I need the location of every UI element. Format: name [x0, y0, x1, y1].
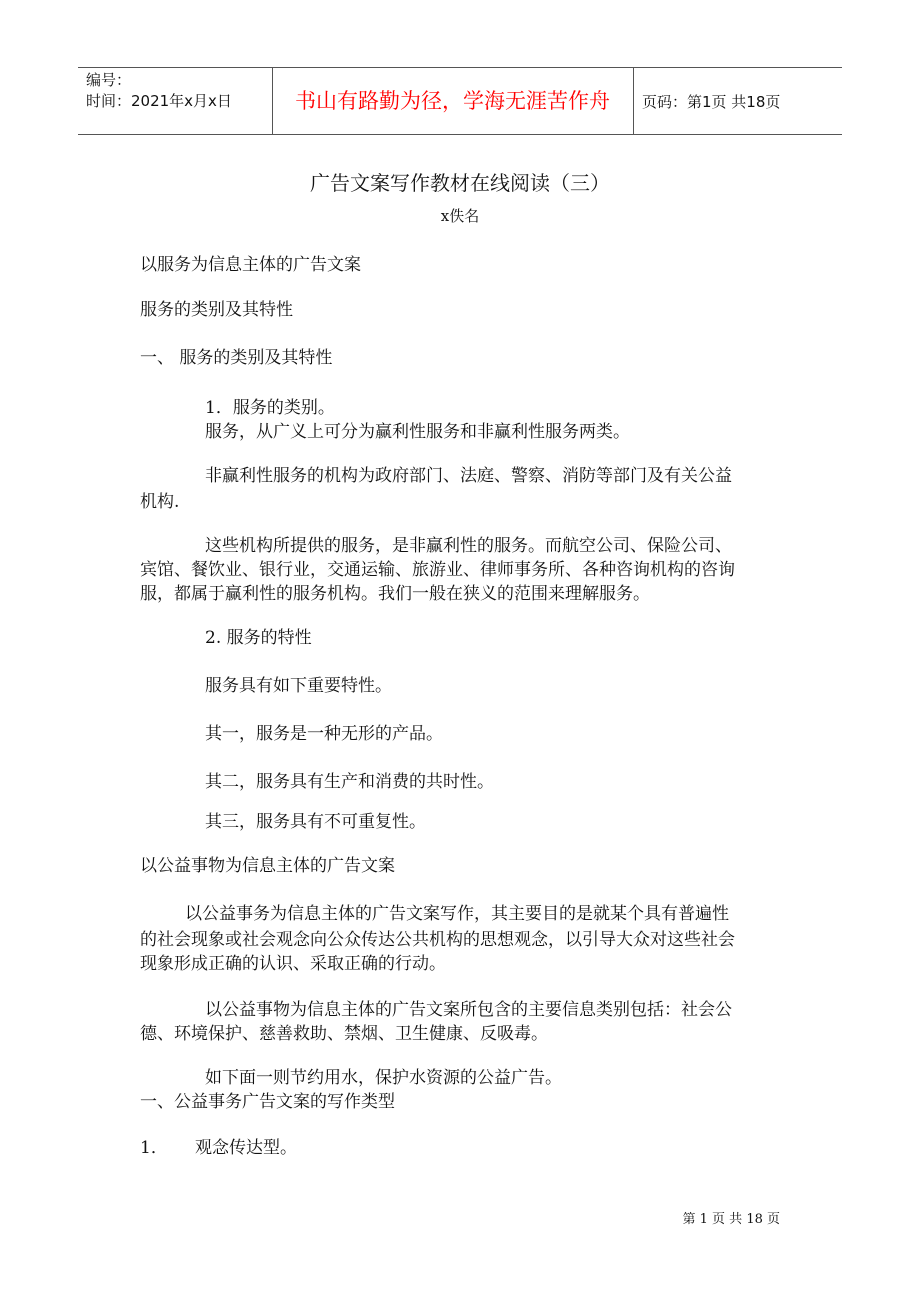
paragraph-line: 其二，服务具有生产和消费的共时性。	[205, 772, 494, 792]
list-item: 观念传达型。	[195, 1138, 297, 1158]
heading: 以服务为信息主体的广告文案	[140, 255, 361, 275]
paragraph-line: 服务具有如下重要特性。	[205, 676, 392, 696]
page-info: 页码：第1页 共18页	[642, 93, 781, 111]
document-title: 广告文案写作教材在线阅读（三）	[310, 171, 610, 195]
paragraph-line: 机构.	[140, 492, 180, 512]
paragraph-line: 如下面一则节约用水，保护水资源的公益广告。	[205, 1068, 562, 1088]
paragraph-line: 德、环境保护、慈善救助、禁烟、卫生健康、反吸毒。	[140, 1024, 548, 1044]
heading: 一、公益事务广告文案的写作类型	[140, 1092, 395, 1112]
motto: 书山有路勤为径，学海无涯苦作舟	[295, 89, 610, 113]
paragraph-line: 其一，服务是一种无形的产品。	[205, 724, 443, 744]
paragraph-line: 的社会现象或社会观念向公众传达公共机构的思想观念，以引导大众对这些社会	[140, 930, 735, 950]
paragraph-line: 服务，从广义上可分为赢利性服务和非赢利性服务两类。	[205, 422, 630, 442]
header-divider	[633, 67, 634, 134]
header-top-rule	[78, 67, 842, 68]
paragraph-line: 现象形成正确的认识、采取正确的行动。	[140, 954, 446, 974]
header-bottom-rule	[78, 134, 842, 135]
paragraph-line: 2. 服务的特性	[205, 628, 312, 648]
paragraph-line: 非赢利性服务的机构为政府部门、法庭、警察、消防等部门及有关公益	[205, 466, 732, 486]
heading: 以公益事物为信息主体的广告文案	[140, 856, 395, 876]
heading: 一、 服务的类别及其特性	[140, 348, 333, 368]
paragraph-line: 1．服务的类别。	[205, 398, 335, 418]
heading: 服务的类别及其特性	[140, 300, 293, 320]
paragraph-line: 服，都属于赢利性的服务机构。我们一般在狭义的范围来理解服务。	[140, 584, 650, 604]
paragraph-line: 其三，服务具有不可重复性。	[205, 812, 426, 832]
date-label: 时间：2021年x月x日	[86, 92, 232, 110]
author: x佚名	[440, 207, 480, 225]
page-footer: 第 1 页 共 18 页	[682, 1212, 780, 1227]
paragraph-line: 以公益事务为信息主体的广告文案写作，其主要目的是就某个具有普遍性	[185, 904, 729, 924]
paragraph-line: 以公益事物为信息主体的广告文案所包含的主要信息类别包括：社会公	[205, 1000, 732, 1020]
list-number: 1．	[140, 1138, 168, 1158]
paragraph-line: 这些机构所提供的服务，是非赢利性的服务。而航空公司、保险公司、	[205, 536, 732, 556]
number-label: 编号：	[86, 71, 132, 89]
paragraph-line: 宾馆、餐饮业、银行业，交通运输、旅游业、律师事务所、各种咨询机构的咨询	[140, 560, 735, 580]
